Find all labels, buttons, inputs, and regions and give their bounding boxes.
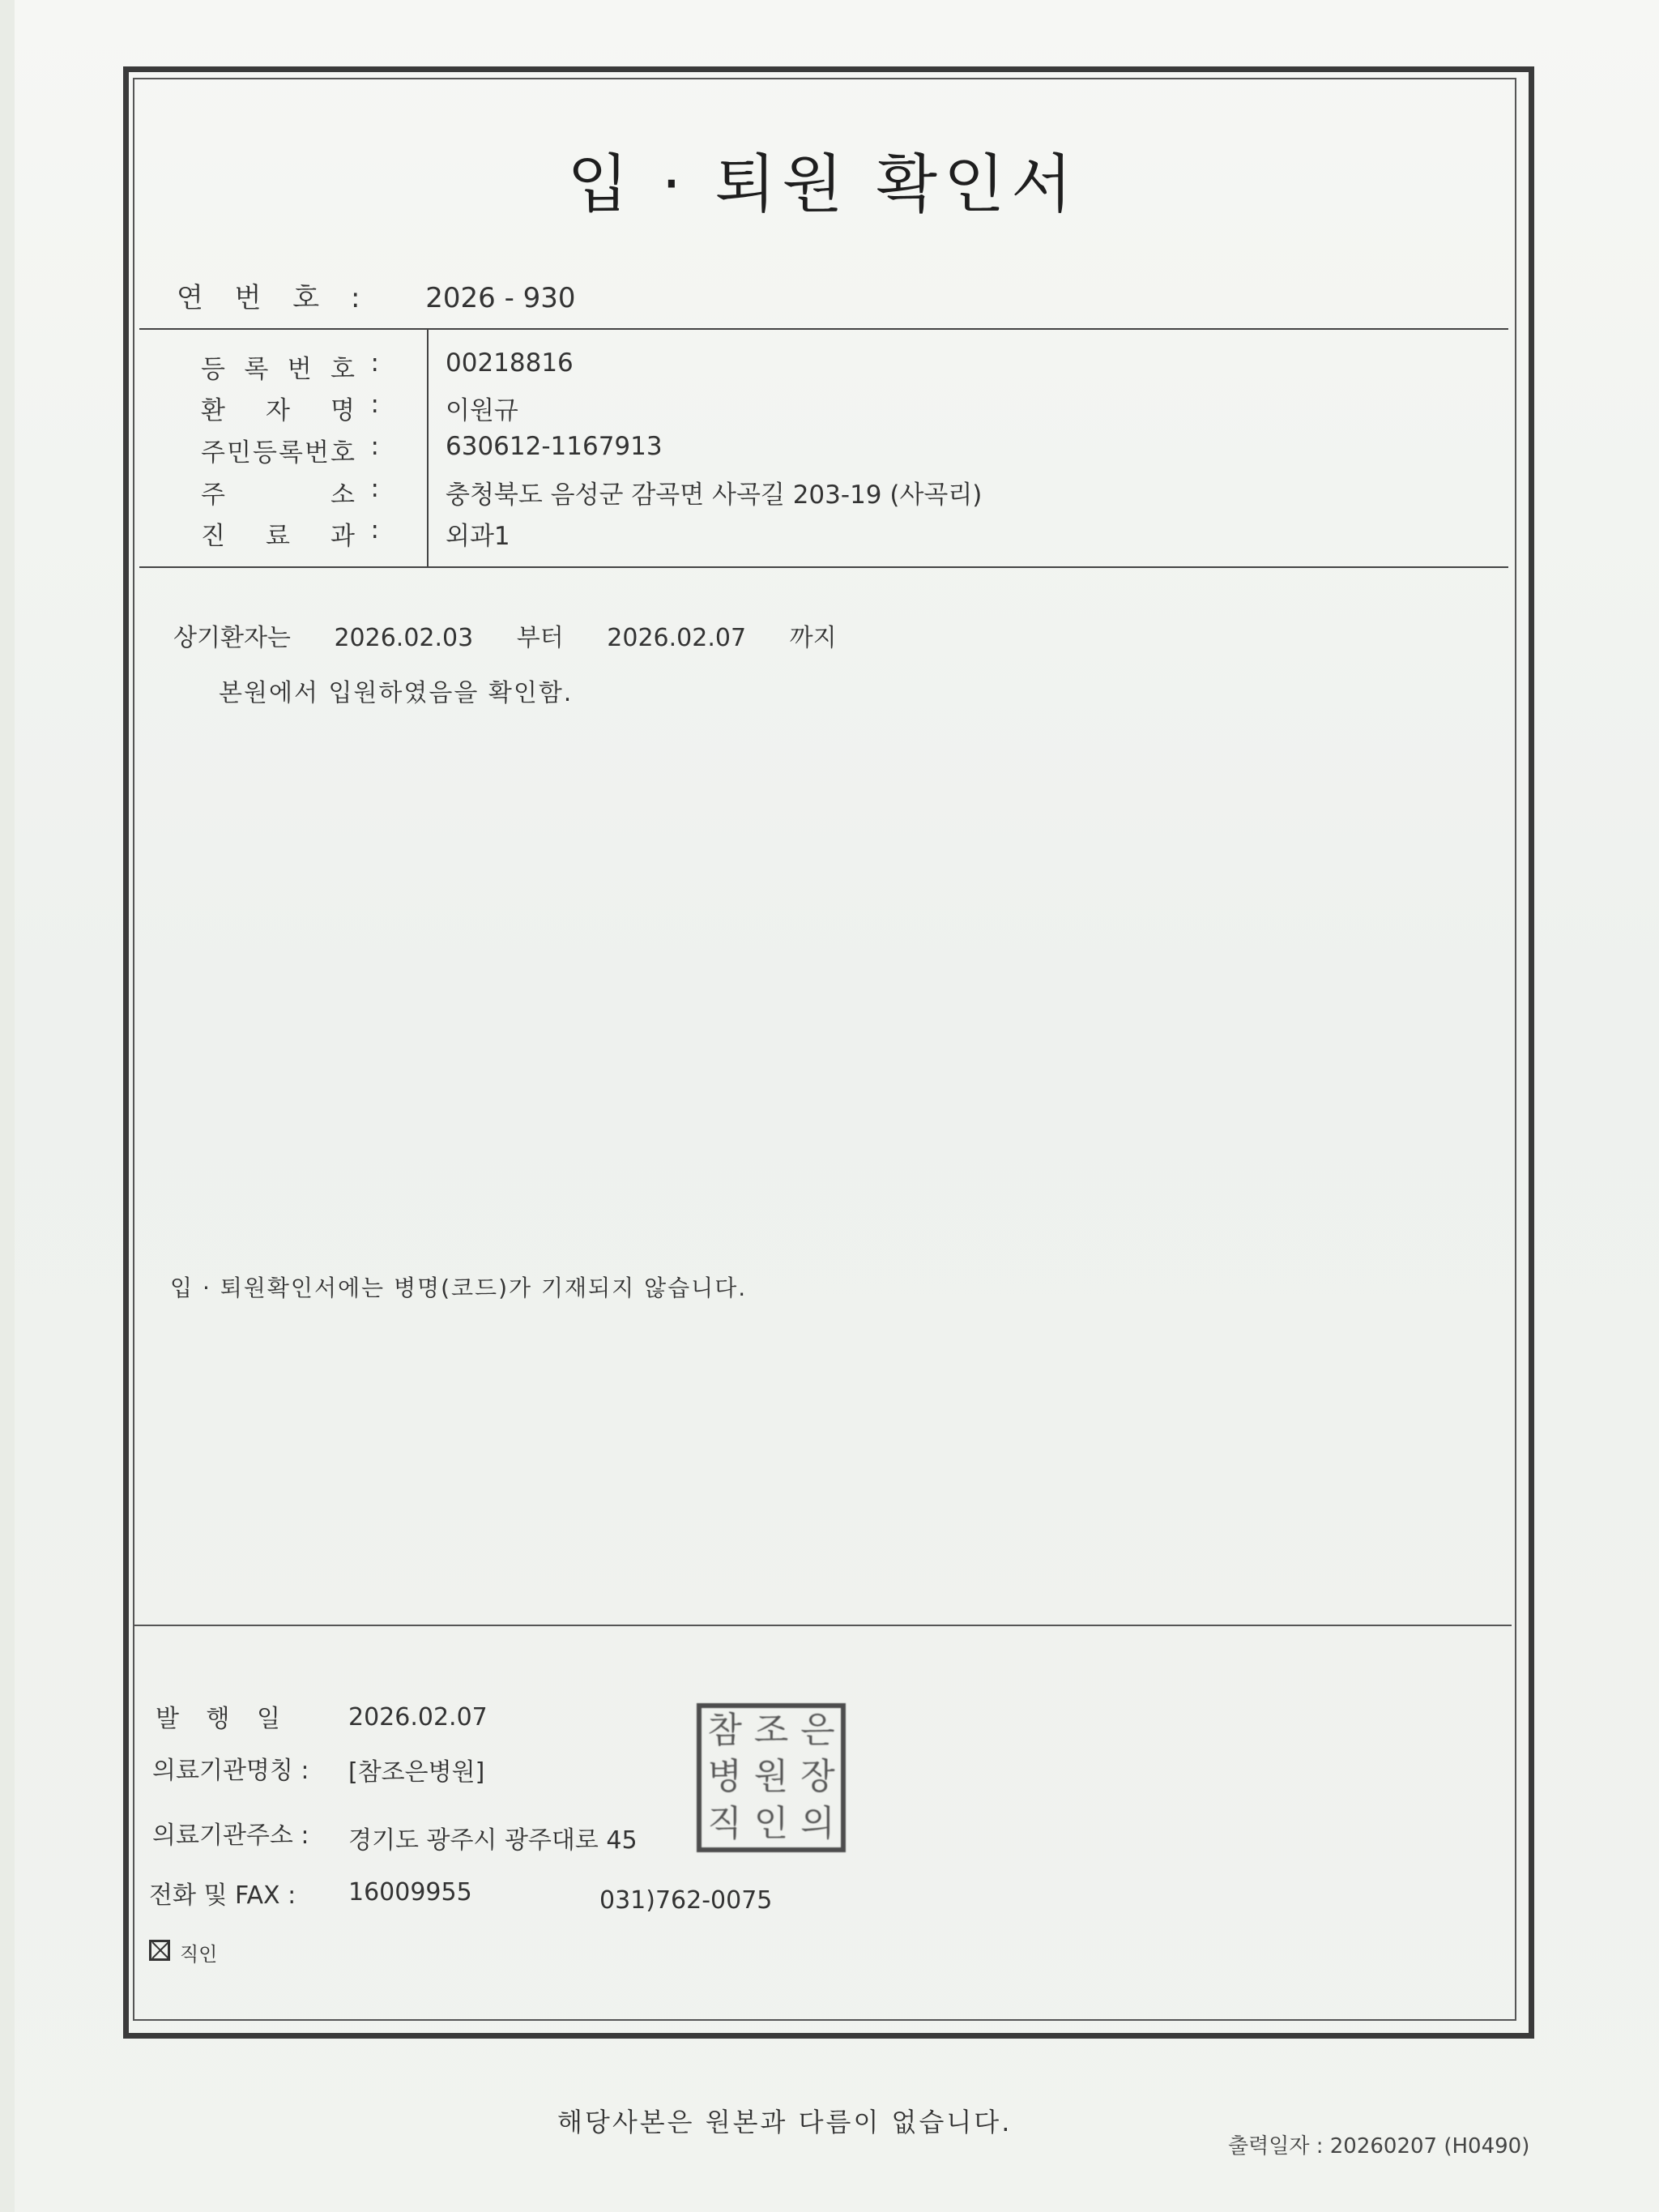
issue-date-label: 발 행 일 <box>156 1705 291 1733</box>
seal-checkbox-icon[interactable] <box>149 1940 170 1961</box>
admission-date: 2026.02.03 <box>334 624 474 652</box>
to-word: 까지 <box>789 624 837 652</box>
discharge-date: 2026.02.07 <box>607 624 747 652</box>
stay-prefix: 상기환자는 <box>173 624 291 652</box>
department-label: 진 료 과 : <box>201 515 379 551</box>
registration-number-value: 00218816 <box>446 348 574 378</box>
institution-name-value: [참조은병원] <box>348 1758 485 1787</box>
patient-name-value: 이원규 <box>446 396 518 425</box>
registration-number-label: 등 록 번 호 : <box>201 348 379 384</box>
print-date: 출력일자 : 20260207 (H0490) <box>1228 2134 1530 2159</box>
stay-period <box>173 617 872 653</box>
diagnosis-notice: 입 · 퇴원확인서에는 병명(코드)가 기재되지 않습니다. <box>170 1275 748 1301</box>
address-value: 충청북도 음성군 감곡면 사곡길 203-19 (사곡리) <box>446 480 983 510</box>
official-seal-stamp: 참 조 은 병 원 장 직 인 의 <box>697 1703 846 1852</box>
address-label: 주 소 : <box>201 474 379 510</box>
serial-number <box>177 275 576 315</box>
resident-number-label: 주 민 등 록 번 호 : <box>201 432 379 468</box>
institution-address-label: 의료기관주소 : <box>152 1821 309 1850</box>
from-word: 부터 <box>516 624 564 652</box>
phone-value: 16009955 <box>348 1878 472 1907</box>
fax-value: 031)762-0075 <box>599 1886 773 1915</box>
confirmation-text: 본원에서 입원하였음을 확인함. <box>219 679 574 707</box>
copy-certification-note: 해당사본은 원본과 다름이 없습니다. <box>557 2107 1013 2137</box>
patient-name-label: 환 자 명 : <box>201 390 379 425</box>
seal-checkbox-label: 직인 <box>180 1943 218 1966</box>
document-title: 입 · 퇴원 확인서 <box>567 148 1079 221</box>
department-value: 외과1 <box>446 522 510 551</box>
issue-date-value: 2026.02.07 <box>348 1703 488 1732</box>
serial-label: 연 번 호 : <box>177 282 372 314</box>
phone-fax-label: 전화 및 FAX : <box>149 1881 296 1910</box>
footer-divider <box>134 1625 1512 1626</box>
institution-name-label: 의료기관명칭 : <box>152 1757 309 1785</box>
serial-value: 2026 - 930 <box>425 282 576 314</box>
institution-address-value: 경기도 광주시 광주대로 45 <box>348 1826 638 1855</box>
patient-info-divider <box>427 328 429 566</box>
resident-number-value: 630612-1167913 <box>446 432 663 461</box>
